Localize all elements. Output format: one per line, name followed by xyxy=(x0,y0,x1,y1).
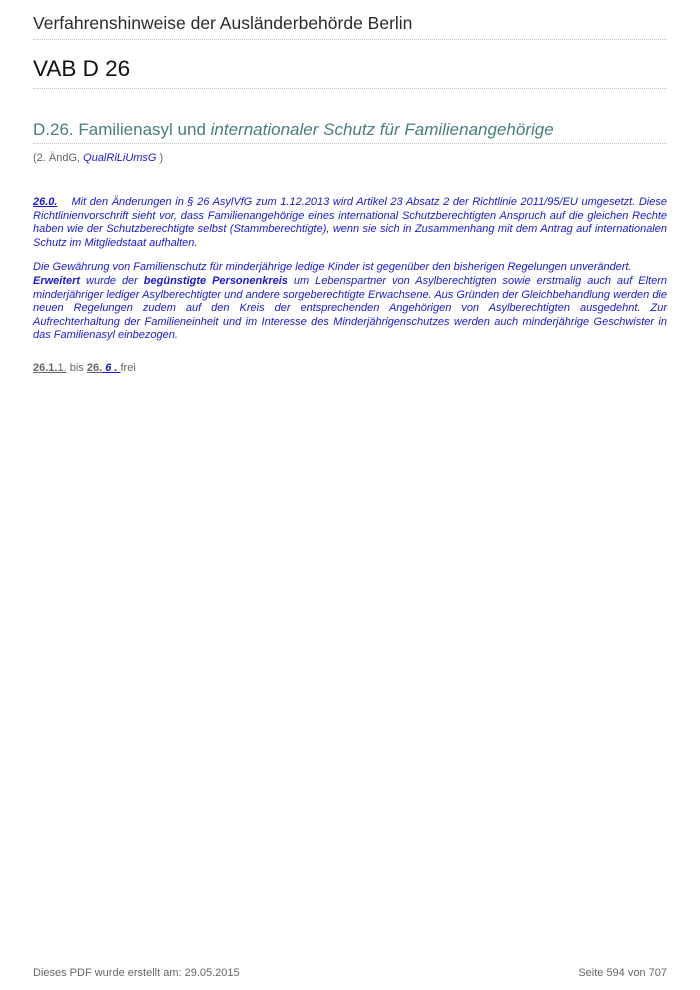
section-ref-end-tail: . xyxy=(111,362,121,374)
free-label: frei xyxy=(120,362,136,374)
paragraph-mid: wurde der xyxy=(80,274,144,287)
paragraph-26-0 xyxy=(33,196,667,250)
paragraph-26-0-text: Mit den Änderungen in § 26 AsylVfG zum 1.12.2013 wird Artikel 23 Absatz 2 der Richtlinie 2011/95/EU umgesetzt. Diese Richtlinienvorschrift sieht vor, dass Familienangehörige eines international Schutzberechtigten Anspruch auf die gleichen Rechte haben wie der Schutzberechtigte selbst (Stammberechtigte), wenn sie sich in Zusammenhang mit dem Antrag auf internationalen Schutz im Mitgliedstaat aufhalten. xyxy=(33,196,667,249)
amendment-suffix: ) xyxy=(156,152,164,164)
section-ref-start-rest: 1. xyxy=(57,362,67,374)
amendment-prefix: (2. ÄndG, xyxy=(33,152,84,164)
footer-page-number: Seite 594 von 707 xyxy=(578,967,667,979)
emphasis-erweitert: Erweitert xyxy=(33,274,81,287)
page-title: VAB D 26 xyxy=(33,56,667,89)
section-ref-start-bold: 26.1. xyxy=(33,362,58,374)
body-text xyxy=(33,196,667,354)
footer-created-date: Dieses PDF wurde erstellt am: 29.05.2015 xyxy=(33,967,240,979)
paragraph-line1: Die Gewährung von Familienschutz für minderjährige ledige Kinder ist gegenüber den bisherigen Regelungen unverändert. xyxy=(33,261,632,274)
section-ref-end-link[interactable] xyxy=(87,362,121,374)
document-header: Verfahrenshinweise der Ausländerbehörde Berlin xyxy=(33,13,667,40)
section-heading-italic: internationaler Schutz für Familienangehörige xyxy=(210,120,554,139)
free-sections-line xyxy=(33,362,136,374)
section-heading xyxy=(33,120,667,144)
emphasis-personenkreis: begünstigte Personenkreis xyxy=(143,274,288,287)
amendment-link[interactable]: QualRiLiUmsG xyxy=(83,152,157,164)
section-heading-prefix: D.26. Familienasyl und xyxy=(33,120,211,139)
section-ref-end-bold: 26. xyxy=(86,362,103,374)
paragraph-rest: um Lebenspartner von Asylberechtigten sowie erstmalig auch auf Eltern minderjähriger lediger Asylberechtigter und andere sorgeberechtigte Erwachsene. Aus Gründen der Gleichbehandlung werden die neuen Regelungen zudem auf den Kreis der entsprechenden Angehörigen von Asylberechtigten ausgedehnt. Zur Aufrechterhaltung der Familieneinheit und im Interesse des Minderjährigenschutzes werden auch minderjährige Geschwister in das Familienasyl einbezogen. xyxy=(33,274,667,342)
amendment-note xyxy=(33,152,163,164)
section-ref-end-num: 6 xyxy=(102,362,112,374)
free-between: bis xyxy=(66,362,87,374)
paragraph-number-link[interactable]: 26.0. xyxy=(33,196,58,208)
paragraph-familienschutz xyxy=(33,261,667,343)
document-page xyxy=(33,0,667,990)
section-ref-start-link[interactable] xyxy=(33,362,67,374)
